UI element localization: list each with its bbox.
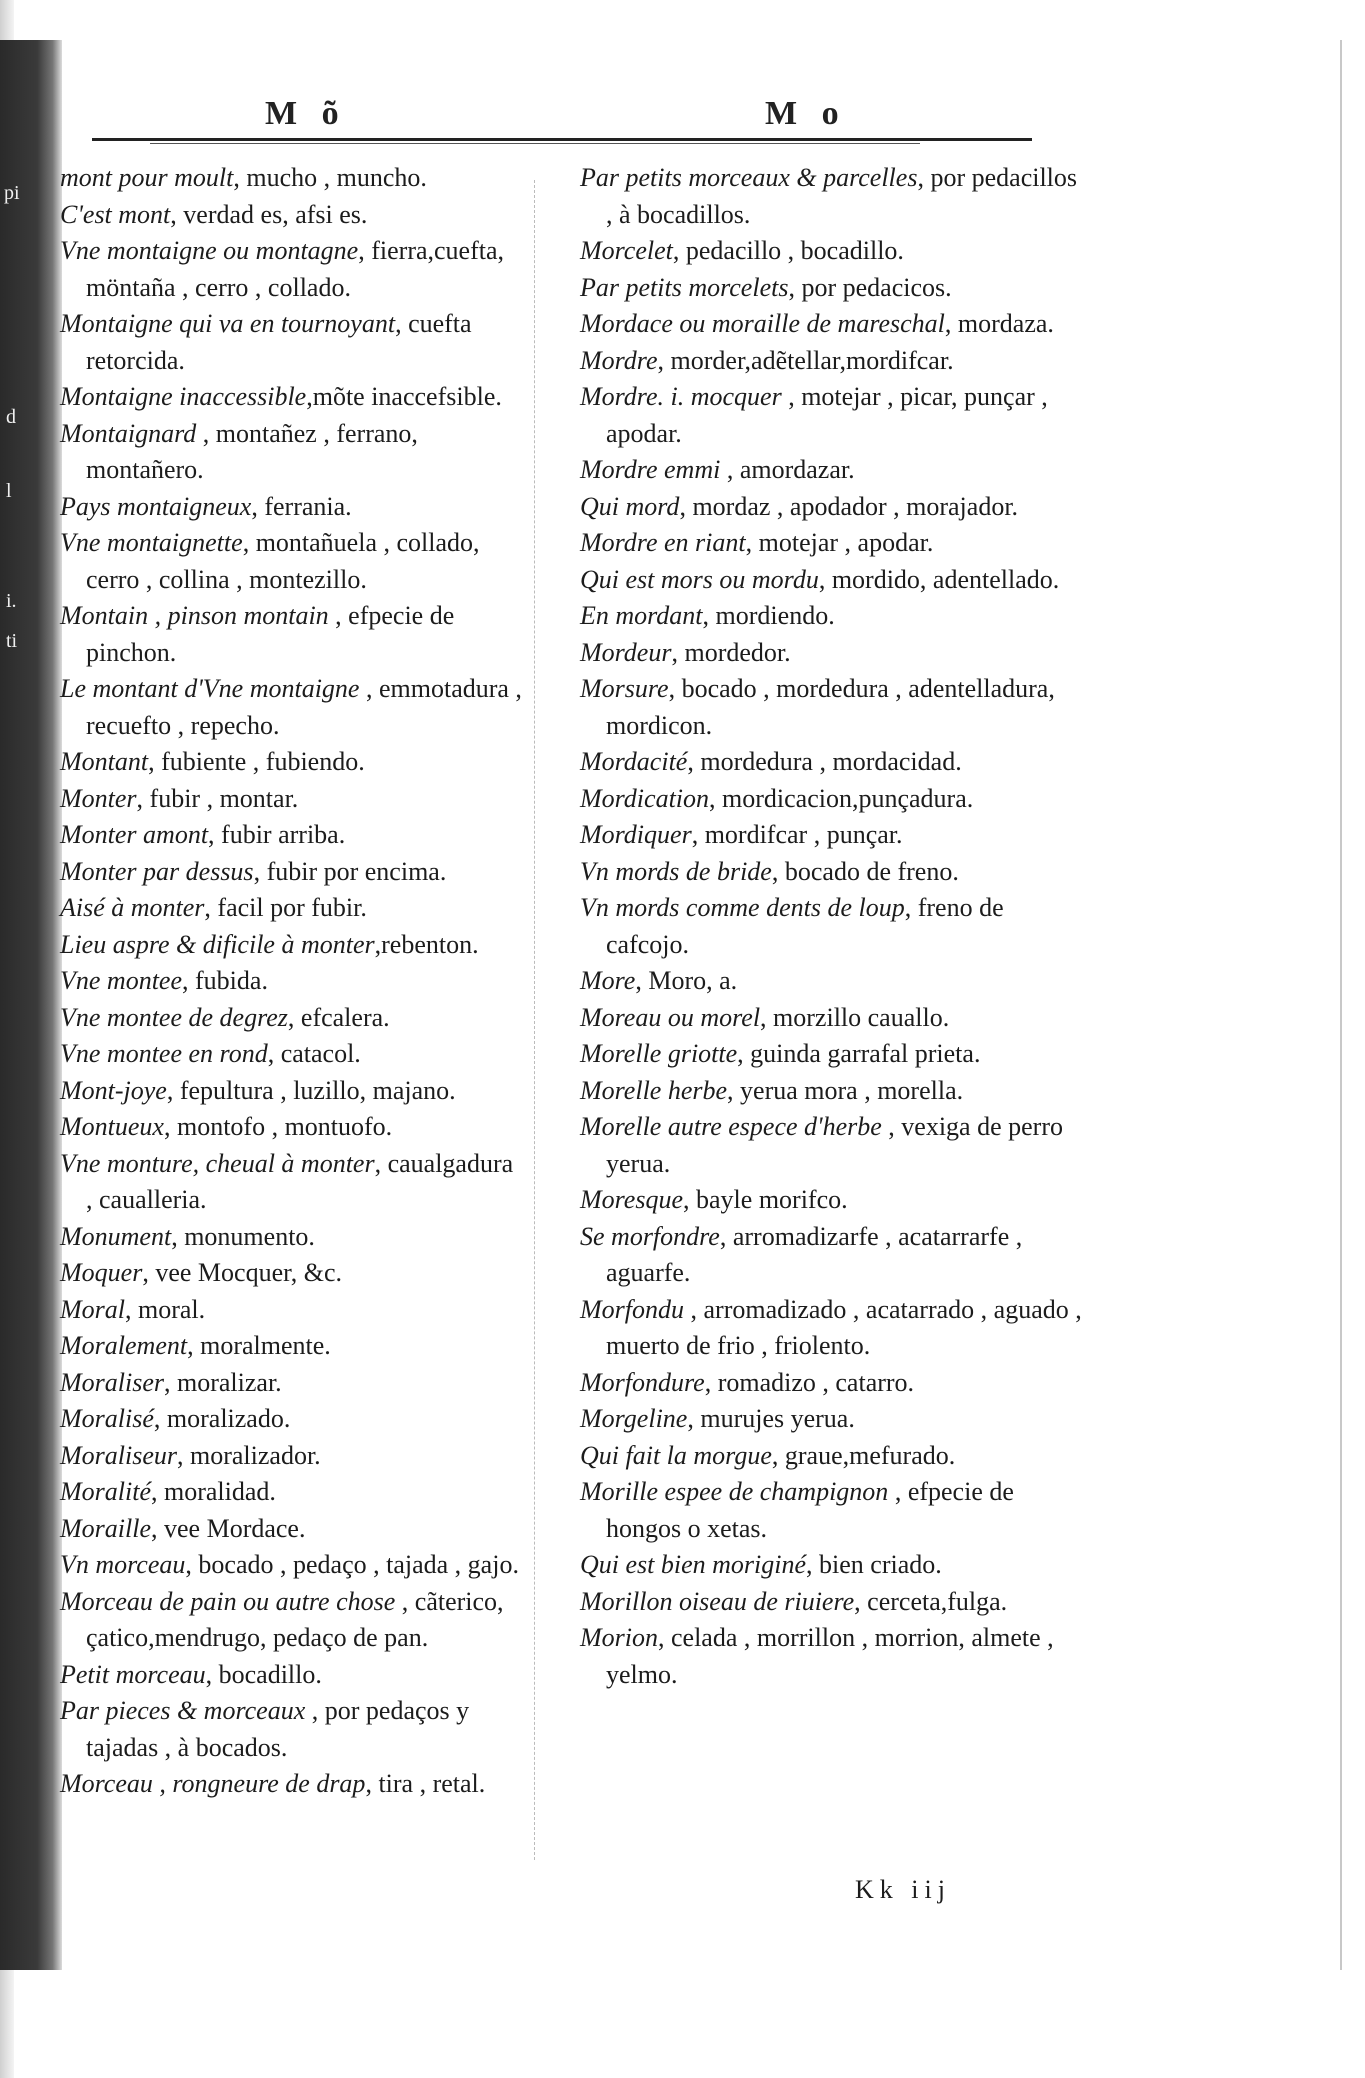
french-headword: Moreau ou morel xyxy=(580,1002,761,1032)
dictionary-entry xyxy=(580,525,1085,562)
french-headword: C'est mont xyxy=(60,199,171,229)
french-headword: En mordant xyxy=(580,601,703,630)
spanish-translation: , moral. xyxy=(125,1294,206,1324)
spanish-translation: , vee Mocquer, &c. xyxy=(142,1258,342,1287)
dictionary-entry xyxy=(60,233,525,306)
french-headword: mont pour moult xyxy=(60,163,234,192)
dictionary-entry xyxy=(580,635,1085,672)
running-head-right: M o xyxy=(765,95,847,132)
french-headword: Qui est mors ou mordu xyxy=(580,564,819,594)
dictionary-entry xyxy=(60,1328,525,1365)
spanish-translation: , monumento. xyxy=(171,1221,315,1251)
french-headword: Moquer xyxy=(60,1258,143,1287)
spanish-translation: , moralizar. xyxy=(164,1367,282,1397)
spanish-translation: , graue,mefurado. xyxy=(771,1440,956,1470)
dictionary-entry xyxy=(60,927,525,964)
margin-fragment: d xyxy=(6,406,16,428)
dictionary-entry xyxy=(60,197,525,234)
dictionary-entry xyxy=(580,1292,1085,1365)
dictionary-entry xyxy=(60,489,525,526)
spanish-translation: , bocado , pedaço , tajada , gajo. xyxy=(185,1550,519,1579)
spanish-translation: , motejar , apodar. xyxy=(745,528,934,557)
dictionary-entry xyxy=(60,1511,525,1548)
french-headword: Moraliseur xyxy=(60,1440,177,1470)
french-headword: Petit morceau xyxy=(60,1659,206,1689)
french-headword: Montant xyxy=(60,747,149,776)
french-headword: Montaigne qui va en tournoyant xyxy=(60,309,396,338)
dictionary-entry xyxy=(580,1584,1085,1621)
spanish-translation: , celada , morrillon , morrion, almete , yelmo. xyxy=(606,1623,1054,1689)
french-headword: Moraille xyxy=(60,1513,151,1543)
french-headword: Morelle herbe xyxy=(580,1075,728,1105)
column-divider xyxy=(534,180,536,1860)
spanish-translation: , mordifcar , punçar. xyxy=(691,820,903,849)
dictionary-entry xyxy=(580,1365,1085,1402)
french-headword: Mordre emmi xyxy=(580,455,721,484)
dictionary-entry xyxy=(580,963,1085,1000)
dictionary-entry xyxy=(60,1036,525,1073)
dictionary-entry xyxy=(580,1036,1085,1073)
margin-fragment: l xyxy=(6,480,12,502)
spanish-translation: , emmotadura , recuefto , repecho. xyxy=(86,674,522,740)
dictionary-entry xyxy=(60,1401,525,1438)
spanish-translation: , facil por fubir. xyxy=(204,893,367,922)
french-headword: Moraliser xyxy=(60,1367,164,1397)
spanish-translation: , romadizo , catarro. xyxy=(704,1367,915,1397)
spanish-translation: , bayle morifco. xyxy=(683,1185,848,1214)
dictionary-entry xyxy=(580,671,1085,744)
spanish-translation: , mordido, adentellado. xyxy=(818,564,1060,594)
french-headword: Mordacité xyxy=(580,747,688,776)
dictionary-entry xyxy=(60,963,525,1000)
spanish-translation: , cerceta,fulga. xyxy=(854,1586,1008,1616)
left-column xyxy=(60,160,525,1803)
spanish-translation: , freno de cafcojo. xyxy=(606,893,1004,959)
spanish-translation: , fepultura , luzillo, majano. xyxy=(166,1075,456,1105)
french-headword: Qui fait la morgue xyxy=(580,1440,772,1470)
french-headword: Mordre en riant xyxy=(580,528,746,557)
dictionary-entry xyxy=(580,160,1085,233)
spanish-translation: , montañez , ferrano, montañero. xyxy=(86,418,418,484)
spanish-translation: , arromadizado , acatarrado , aguado , muerto de frio , friolento. xyxy=(606,1294,1082,1360)
french-headword: Moralement xyxy=(60,1331,188,1360)
dictionary-entry xyxy=(60,306,525,379)
french-headword: Morille espee de champignon xyxy=(580,1477,889,1506)
french-headword: Monter par dessus xyxy=(60,856,254,886)
spanish-translation: , tira , retal. xyxy=(365,1769,486,1798)
french-headword: Vne montee en rond xyxy=(60,1039,268,1068)
dictionary-entry xyxy=(60,1292,525,1329)
spanish-translation: , morzillo cauallo. xyxy=(760,1002,950,1032)
french-headword: Morillon oiseau de riuiere xyxy=(580,1586,855,1616)
spanish-translation: , montofo , montuofo. xyxy=(163,1112,393,1141)
dictionary-entry xyxy=(580,452,1085,489)
french-headword: Montain , pinson montain xyxy=(60,601,329,630)
spanish-translation: , mucho , muncho. xyxy=(233,163,427,192)
spanish-translation: , vexiga de perro yerua. xyxy=(606,1112,1063,1178)
dictionary-entry xyxy=(580,233,1085,270)
dictionary-entry xyxy=(60,1000,525,1037)
french-headword: Qui mord xyxy=(580,491,680,521)
spanish-translation: , efpecie de hongos o xetas. xyxy=(606,1477,1014,1543)
dictionary-entry xyxy=(580,1547,1085,1584)
spanish-translation: , Moro, a. xyxy=(635,966,738,995)
french-headword: Monument xyxy=(60,1221,172,1251)
dictionary-entry xyxy=(580,817,1085,854)
dictionary-entry xyxy=(580,1620,1085,1693)
spanish-translation: , verdad es, afsi es. xyxy=(170,199,368,229)
french-headword: Le montant d'Vne montaigne xyxy=(60,674,360,703)
spanish-translation: , mordiendo. xyxy=(702,601,835,630)
dictionary-entry xyxy=(60,671,525,744)
dictionary-entry xyxy=(580,1438,1085,1475)
french-headword: More xyxy=(580,966,636,995)
french-headword: Vne montaigne ou montagne xyxy=(60,236,359,265)
spanish-translation: , vee Mordace. xyxy=(151,1513,306,1543)
spanish-translation: , moralizado. xyxy=(153,1404,291,1433)
book-gutter-shadow xyxy=(0,40,62,1970)
dictionary-entry xyxy=(60,379,525,416)
french-headword: Montueux xyxy=(60,1112,164,1141)
french-headword: Mordiquer xyxy=(580,820,692,849)
spanish-translation: , mordedor. xyxy=(671,637,791,667)
signature-mark: Kk iij xyxy=(855,1875,951,1904)
dictionary-entry xyxy=(60,744,525,781)
dictionary-entry xyxy=(60,1146,525,1219)
spanish-translation: , fubir por encima. xyxy=(253,856,447,886)
dictionary-entry xyxy=(580,1182,1085,1219)
dictionary-entry xyxy=(60,525,525,598)
dictionary-entry xyxy=(580,1000,1085,1037)
spanish-translation: , por pedaços y tajadas , à bocados. xyxy=(86,1696,470,1762)
dictionary-entry xyxy=(60,1584,525,1657)
margin-fragment: i. xyxy=(6,590,17,612)
french-headword: Moralité xyxy=(60,1477,151,1506)
dictionary-entry xyxy=(580,562,1085,599)
spanish-translation: , moralmente. xyxy=(187,1331,331,1360)
dictionary-entry xyxy=(60,598,525,671)
french-headword: Par petits morceaux & parcelles xyxy=(580,163,918,192)
spanish-translation: , fubiente , fubiendo. xyxy=(148,747,365,776)
french-headword: Morsure xyxy=(580,674,669,703)
french-headword: Moral xyxy=(60,1294,125,1324)
french-headword: Morgeline xyxy=(580,1404,688,1433)
spanish-translation: , pedacillo , bocadillo. xyxy=(672,236,904,265)
spanish-translation: , arromadizarfe , acatarrarfe , aguarfe. xyxy=(606,1221,1023,1287)
spanish-translation: , fierra,cuefta, möntaña , cerro , collado. xyxy=(86,236,505,302)
spanish-translation: , cuefta retorcida. xyxy=(86,309,472,375)
dictionary-entry xyxy=(60,817,525,854)
dictionary-entry xyxy=(60,1219,525,1256)
dictionary-entry xyxy=(580,379,1085,452)
french-headword: Monter xyxy=(60,783,137,813)
french-headword: Morfondu xyxy=(580,1294,684,1324)
dictionary-entry xyxy=(580,1401,1085,1438)
dictionary-entry xyxy=(60,160,525,197)
french-headword: Aisé à monter xyxy=(60,893,205,922)
dictionary-entry xyxy=(580,1219,1085,1292)
spanish-translation: , murujes yerua. xyxy=(687,1404,855,1433)
header-rule xyxy=(92,138,1032,141)
spanish-translation: , mordedura , mordacidad. xyxy=(687,747,962,776)
french-headword: Monter amont xyxy=(60,820,209,849)
dictionary-entry xyxy=(60,1109,525,1146)
spanish-translation: , fubida. xyxy=(182,966,268,995)
dictionary-entry xyxy=(580,890,1085,963)
french-headword: Vne montee xyxy=(60,966,183,995)
spanish-translation: ,rebenton. xyxy=(374,929,479,959)
spanish-translation: , ferrania. xyxy=(251,491,352,521)
dictionary-entry xyxy=(60,1693,525,1766)
french-headword: Morelle griotte xyxy=(580,1039,738,1068)
spanish-translation: , morder,adẽtellar,mordifcar. xyxy=(657,345,954,375)
spanish-translation: , efcalera. xyxy=(287,1002,390,1032)
dictionary-entry xyxy=(60,1438,525,1475)
dictionary-entry xyxy=(580,306,1085,343)
spanish-translation: , bocado de freno. xyxy=(771,856,959,886)
spanish-translation: , moralizador. xyxy=(177,1440,321,1470)
french-headword: Vn mords de bride xyxy=(580,856,772,886)
dictionary-entry xyxy=(60,854,525,891)
french-headword: Vn morceau xyxy=(60,1550,186,1579)
french-headword: Qui est bien moriginé xyxy=(580,1550,807,1579)
french-headword: Morion xyxy=(580,1623,658,1652)
dictionary-entry xyxy=(580,1109,1085,1182)
spanish-translation: , caualgadura , caualleria. xyxy=(86,1148,514,1214)
spanish-translation: , mordicacion,punçadura. xyxy=(709,783,974,813)
french-headword: Morceau de pain ou autre chose xyxy=(60,1586,396,1616)
spanish-translation: , guinda garrafal prieta. xyxy=(737,1039,981,1068)
spanish-translation: , por pedacicos. xyxy=(788,272,952,302)
spanish-translation: , efpecie de pinchon. xyxy=(86,601,455,667)
dictionary-entry xyxy=(580,744,1085,781)
spanish-translation: , catacol. xyxy=(267,1039,361,1068)
french-headword: Vne montaignette xyxy=(60,528,243,557)
french-headword: Moralisé xyxy=(60,1404,154,1433)
french-headword: Morceau , rongneure de drap xyxy=(60,1769,366,1798)
french-headword: Par petits morcelets xyxy=(580,272,789,302)
dictionary-entry xyxy=(60,1365,525,1402)
dictionary-entry xyxy=(580,1073,1085,1110)
french-headword: Morcelet xyxy=(580,236,673,265)
dictionary-entry xyxy=(580,854,1085,891)
spanish-translation: , mordaza. xyxy=(944,309,1054,338)
dictionary-entry xyxy=(60,1073,525,1110)
dictionary-entry xyxy=(580,270,1085,307)
spanish-translation: , montañuela , collado, cerro , collina , montezillo. xyxy=(86,528,480,594)
spanish-translation: , bocado , mordedura , adentelladura, mordicon. xyxy=(606,674,1055,740)
margin-fragment: ti xyxy=(6,630,18,652)
dictionary-entry xyxy=(580,343,1085,380)
running-head-left: M õ xyxy=(265,95,347,132)
dictionary-entry xyxy=(60,1766,525,1803)
french-headword: Mont-joye xyxy=(60,1075,167,1105)
dictionary-entry xyxy=(580,781,1085,818)
french-headword: Montaignard xyxy=(60,418,197,448)
french-headword: Mordeur xyxy=(580,637,672,667)
dictionary-entry xyxy=(60,1547,525,1584)
dictionary-entry xyxy=(60,1657,525,1694)
french-headword: Pays montaigneux xyxy=(60,491,252,521)
dictionary-entry xyxy=(60,1474,525,1511)
dictionary-entry xyxy=(60,781,525,818)
spanish-translation: , motejar , picar, punçar , apodar. xyxy=(606,382,1048,448)
spanish-translation: , cãterico, çatico,mendrugo, pedaço de pan. xyxy=(86,1586,504,1652)
french-headword: Montaigne inaccessible xyxy=(60,382,307,411)
spanish-translation: , mordaz , apodador , morajador. xyxy=(679,491,1019,521)
french-headword: Morelle autre espece d'herbe xyxy=(580,1112,882,1141)
right-column xyxy=(580,160,1085,1693)
dictionary-entry xyxy=(60,890,525,927)
dictionary-entry xyxy=(580,489,1085,526)
spanish-translation: , fubir arriba. xyxy=(208,820,346,849)
dictionary-entry xyxy=(580,598,1085,635)
french-headword: Moresque xyxy=(580,1185,684,1214)
french-headword: Vn mords comme dents de loup xyxy=(580,893,905,922)
spanish-translation: , bocadillo. xyxy=(205,1659,322,1689)
french-headword: Mordace ou moraille de mareschal xyxy=(580,309,945,338)
spanish-translation: , yerua mora , morella. xyxy=(727,1075,964,1105)
french-headword: Par pieces & morceaux xyxy=(60,1696,306,1725)
page-edge xyxy=(1340,40,1342,1970)
spanish-translation: , amordazar. xyxy=(720,455,855,484)
french-headword: Se morfondre xyxy=(580,1221,720,1251)
dictionary-entry xyxy=(60,1255,525,1292)
french-headword: Vne montee de degrez xyxy=(60,1002,288,1032)
french-headword: Lieu aspre & dificile à monter xyxy=(60,929,375,959)
spanish-translation: , fubir , montar. xyxy=(136,783,299,813)
french-headword: Vne monture, cheual à monter xyxy=(60,1148,375,1178)
dictionary-entry xyxy=(580,1474,1085,1547)
french-headword: Mordre. i. mocquer xyxy=(580,382,782,411)
spanish-translation: , por pedacillos , à bocadillos. xyxy=(606,163,1078,229)
french-headword: Morfondure xyxy=(580,1367,705,1397)
spanish-translation: , moralidad. xyxy=(151,1477,276,1506)
header-subrule xyxy=(150,143,920,144)
spanish-translation: ,mõte inaccefsible. xyxy=(306,382,502,411)
dictionary-entry xyxy=(60,416,525,489)
french-headword: Mordication xyxy=(580,783,710,813)
margin-fragment: pi xyxy=(4,182,20,204)
french-headword: Mordre xyxy=(580,345,658,375)
spanish-translation: , bien criado. xyxy=(806,1550,942,1579)
